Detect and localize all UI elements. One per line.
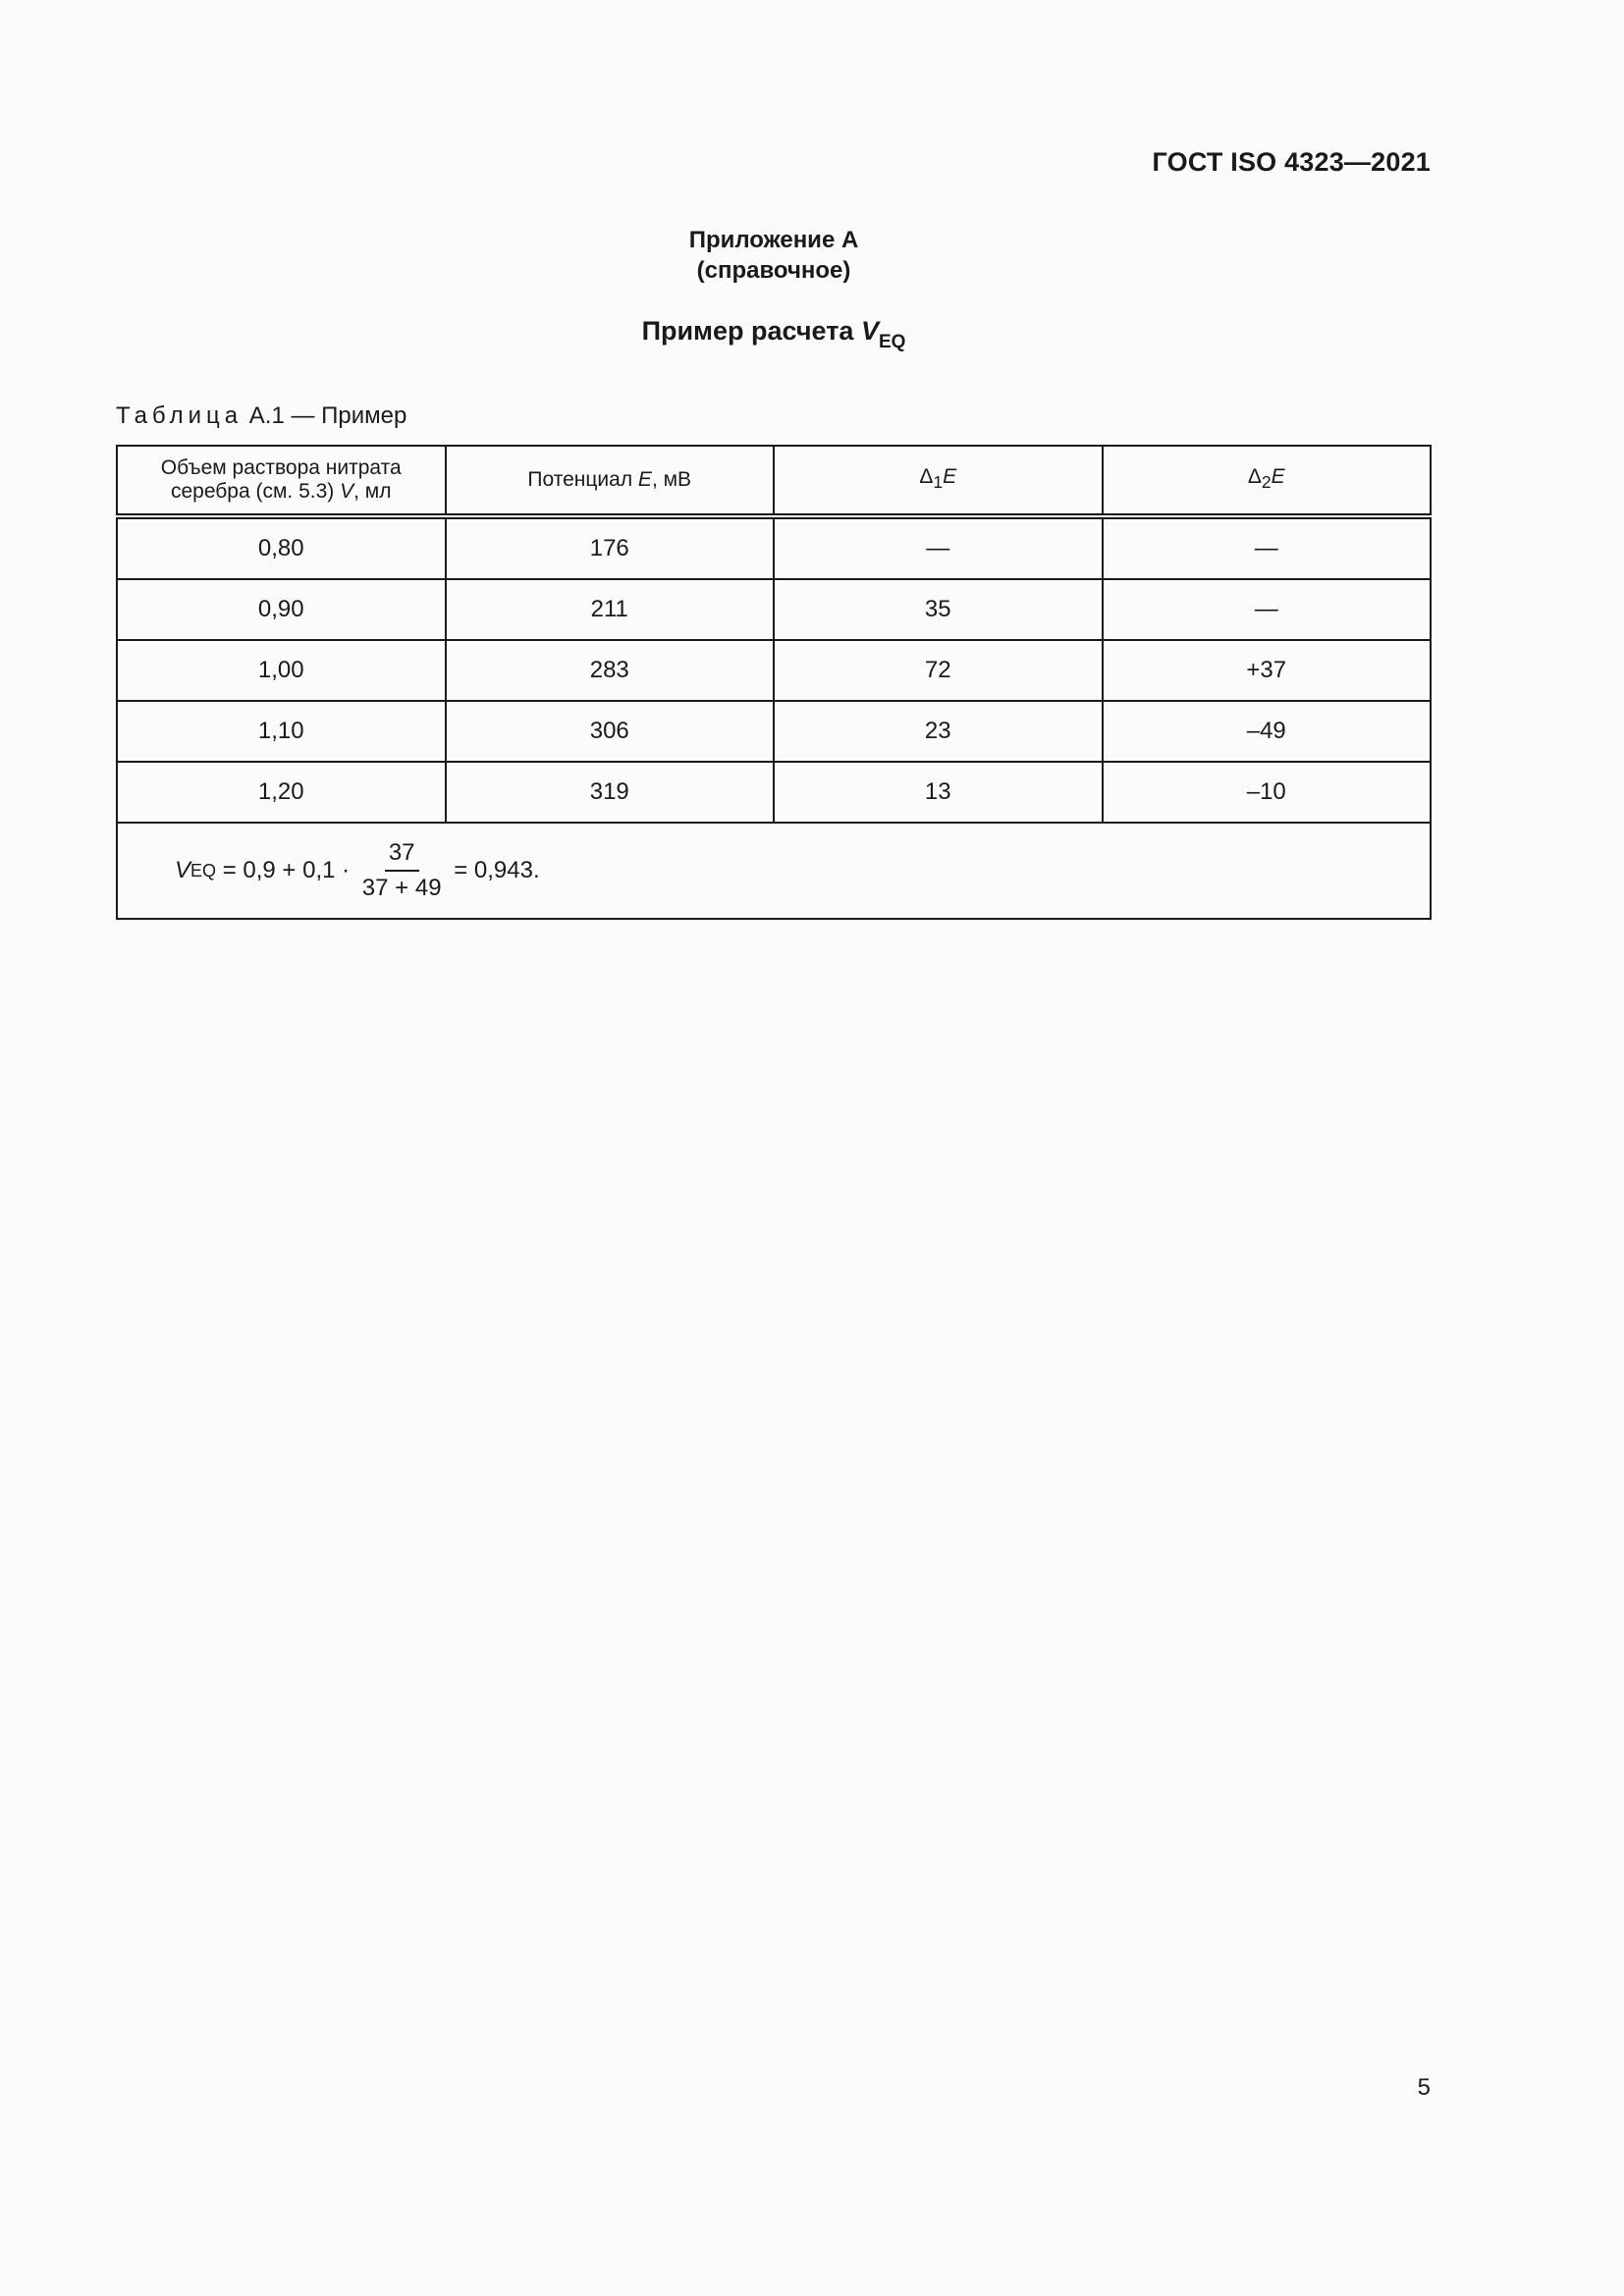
table-cell: — (774, 516, 1103, 579)
table-cell: 176 (446, 516, 775, 579)
header-volume-text: серебра (см. 5.3) (170, 480, 341, 503)
table-row (117, 516, 1431, 579)
formula-fraction (362, 838, 442, 903)
delta-var: E (943, 465, 957, 489)
header-volume (117, 446, 446, 516)
table-cell: +37 (1103, 640, 1432, 701)
table-cell: –10 (1103, 762, 1432, 823)
formula-cell (117, 823, 1431, 919)
table-row (117, 701, 1431, 762)
annex-title: Приложение А (688, 227, 859, 253)
delta-index: 1 (933, 472, 944, 493)
header-volume-line1: Объем раствора нитрата (160, 456, 402, 479)
table-cell: 13 (774, 762, 1103, 823)
table-cell: 0,90 (117, 579, 446, 640)
delta-symbol: Δ (919, 465, 934, 489)
header-delta1 (774, 446, 1103, 516)
header-delta2 (1103, 446, 1432, 516)
table-cell: 72 (774, 640, 1103, 701)
header-potential (446, 446, 775, 516)
data-table (116, 445, 1432, 920)
delta-var: E (1271, 465, 1285, 489)
veq-formula (175, 838, 540, 903)
table-row (117, 762, 1431, 823)
header-potential-text: Потенциал (527, 468, 638, 491)
formula-middle: = 0,9 + 0,1 · (216, 857, 356, 883)
table-cell: — (1103, 579, 1432, 640)
formula-result: = 0,943. (447, 857, 540, 883)
formula-row (117, 823, 1431, 919)
header-volume-unit: , мл (353, 480, 392, 503)
table-cell: 283 (446, 640, 775, 701)
formula-lhs-sub: EQ (190, 860, 217, 881)
table-cell: 0,80 (117, 516, 446, 579)
header-potential-var: E (637, 468, 652, 491)
header-volume-var: V (340, 480, 354, 503)
table-cell: 1,10 (117, 701, 446, 762)
table-cell: 306 (446, 701, 775, 762)
table-cell: –49 (1103, 701, 1432, 762)
section-title (0, 316, 1547, 353)
table-row (117, 579, 1431, 640)
table-caption (116, 402, 406, 430)
standard-code: ГОСТ ISO 4323—2021 (1152, 147, 1431, 177)
table-cell: 1,20 (117, 762, 446, 823)
table-caption-label: Таблица (116, 402, 244, 429)
table-row (117, 640, 1431, 701)
table-caption-rest: А.1 — Пример (243, 402, 407, 429)
delta-index: 2 (1261, 472, 1272, 493)
page-number: 5 (1417, 2074, 1431, 2101)
table-cell: 23 (774, 701, 1103, 762)
table-cell: 319 (446, 762, 775, 823)
table-cell: — (1103, 516, 1432, 579)
formula-numerator: 37 (385, 838, 419, 872)
header-volume-line2 (118, 480, 445, 504)
annex-kind: (справочное) (696, 257, 851, 284)
section-title-var: V (860, 316, 879, 346)
table-header-row (117, 446, 1431, 516)
formula-lhs-var: V (175, 857, 191, 883)
annex-heading (0, 225, 1547, 286)
table-cell: 35 (774, 579, 1103, 640)
delta-symbol: Δ (1247, 465, 1262, 489)
formula-denominator: 37 + 49 (361, 875, 442, 901)
section-title-text: Пример расчета (641, 316, 861, 346)
table-cell: 1,00 (117, 640, 446, 701)
section-title-sub: EQ (878, 332, 906, 352)
table-cell: 211 (446, 579, 775, 640)
header-potential-unit: , мВ (651, 468, 692, 491)
